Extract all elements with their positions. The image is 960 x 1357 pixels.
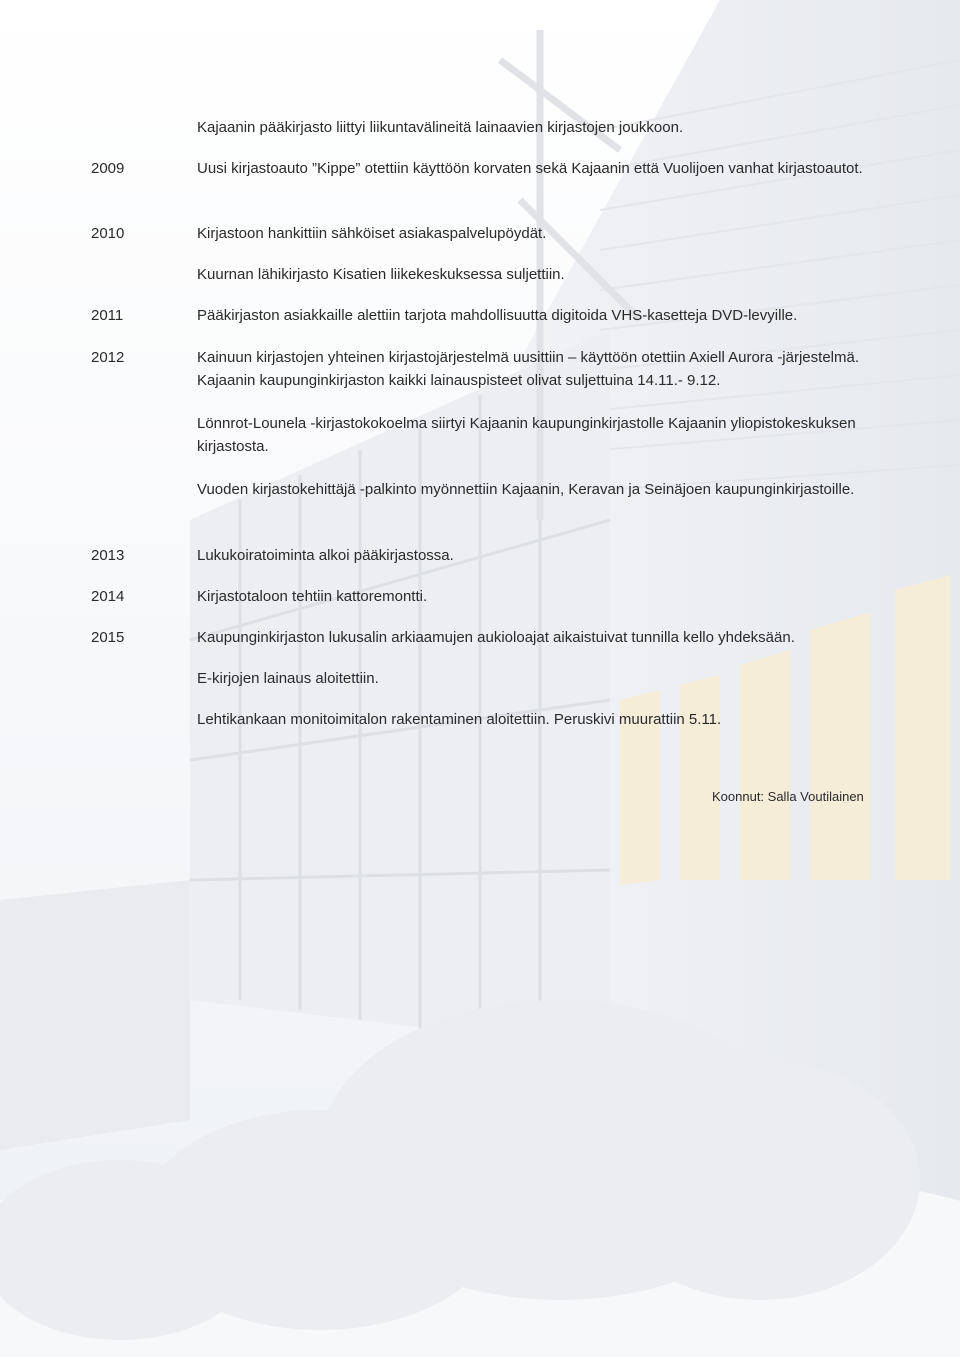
entry-year: 2011	[91, 307, 124, 324]
entry-text: Uusi kirjastoauto ”Kippe” otettiin käyttöön korvaten sekä Kajaanin että Vuolijoen vanhat kirjastoautot.	[197, 160, 863, 177]
entry-year: 2009	[91, 160, 125, 177]
entry-year: 2013	[91, 547, 125, 564]
entry-text: Kajaanin pääkirjasto liittyi liikuntavälineitä lainaavien kirjastojen joukkoon.	[197, 119, 684, 136]
entry-text: Lönnrot-Lounela -kirjastokokoelma siirtyi Kajaanin kaupunginkirjastolle Kajaanin yliopistokeskuksen kirjastosta.	[197, 415, 856, 455]
entry-text: Kuurnan lähikirjasto Kisatien liikekeskuksessa suljettiin.	[197, 266, 565, 283]
entry-text: Kainuun kirjastojen yhteinen kirjastojärjestelmä uusittiin – käyttöön otettiin Axiell Aurora -järjestelmä. Kajaanin kaupunginkirjaston kaikki lainauspisteet olivat suljettuina 14.11.- 9.12.	[197, 349, 859, 389]
author-credit: Koonnut: Salla Voutilainen	[712, 789, 864, 804]
entry-text: Kirjastoon hankittiin sähköiset asiakaspalvelupöydät.	[197, 225, 547, 242]
entry-text: Pääkirjaston asiakkaille alettiin tarjota mahdollisuutta digitoida VHS-kasetteja DVD-levyille.	[197, 307, 798, 324]
entry-text: Kaupunginkirjaston lukusalin arkiaamujen aukioloajat aikaistuivat tunnilla kello yhdeksään.	[197, 629, 795, 646]
entry-text: Lehtikankaan monitoimitalon rakentaminen aloitettiin. Peruskivi muurattiin 5.11.	[197, 711, 722, 728]
entry-text: E-kirjojen lainaus aloitettiin.	[197, 670, 379, 687]
entry-year: 2012	[91, 349, 125, 366]
entry-text: Vuoden kirjastokehittäjä -palkinto myönnettiin Kajaanin, Keravan ja Seinäjoen kaupunginkirjastoille.	[197, 481, 855, 498]
entry-text: Lukukoiratoiminta alkoi pääkirjastossa.	[197, 547, 454, 564]
entry-year: 2014	[91, 588, 125, 605]
entry-text: Kirjastotaloon tehtiin kattoremontti.	[197, 588, 428, 605]
entry-year: 2015	[91, 629, 125, 646]
entry-year: 2010	[91, 225, 125, 242]
